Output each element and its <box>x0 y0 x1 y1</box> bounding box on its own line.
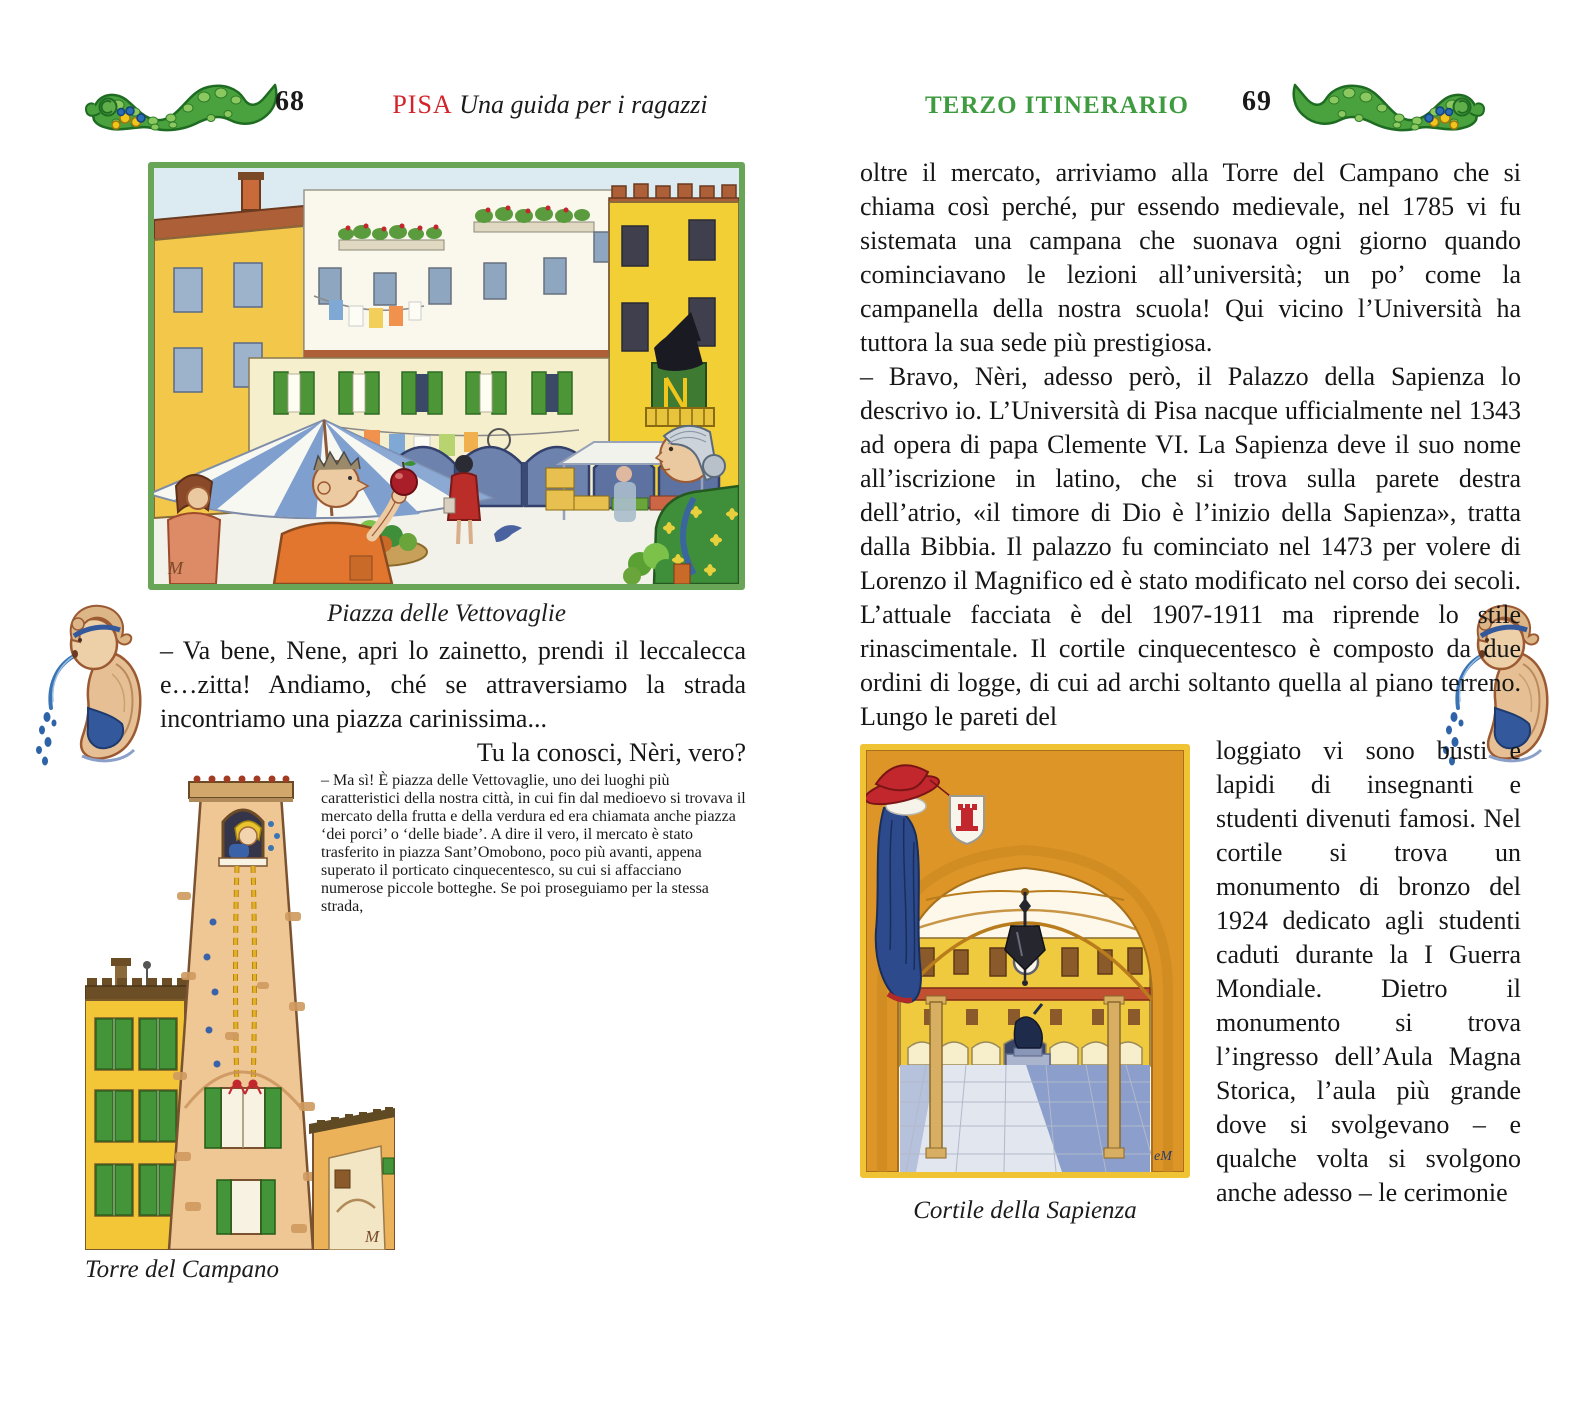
paragraph-sapienza-continuation <box>860 734 1521 1224</box>
paragraph-ma-si-block <box>85 772 746 1302</box>
paragraph-va-bene <box>160 634 746 770</box>
cortile-illustration <box>866 750 1184 1172</box>
illustrator-signature: M <box>168 558 183 578</box>
caption-cortile: Cortile della Sapienza <box>913 1197 1137 1224</box>
right-page-text-column <box>860 156 1521 1234</box>
figure-piazza-vettovaglie <box>148 162 745 590</box>
paragraph-ma-si: – Ma sì! È piazza delle Vettovaglie, uno dei luoghi più caratteristici della nostra città, in cui fin dal medioevo si trovava il mercato della frutta e della verdura ed era chiamata anche piazza ‘dei porci’ o ‘delle biade’. A dire il vero, il mercato è stato trasferito in piazza Sant’Omobono, poco più avanti, appena superato il porticato cinquecentesco, su cui si affacciano numerose piccole botteghe. Se poi proseguiamo per la stessa strada, <box>321 772 746 915</box>
page-number-right: 69 <box>1242 86 1272 117</box>
header-book-subtitle: Una guida per i ragazzi <box>459 90 708 119</box>
running-header-left <box>360 90 740 120</box>
paragraph-va-bene-text: – Va bene, Nene, apri lo zainetto, prendi il leccalecca e…zitta! Andiamo, ché se attraversiamo la strada incontriamo una piazza carinissima... <box>160 636 746 733</box>
page-69 <box>797 0 1594 1417</box>
fountain-putto-left-icon <box>30 590 155 770</box>
running-header-right: TERZO ITINERARIO <box>925 92 1189 119</box>
cortile-frame <box>860 744 1190 1178</box>
paragraph-sapienza: – Bravo, Nèri, adesso però, il Palazzo della Sapienza lo descrivo io. L’Università di Pisa nacque ufficialmente nel 1343 ad opera di papa Clemente VI. La Sapienza deve il suo nome all’iscrizione in latino, che si trova sulla parete destra dell’atrio, «il timore di Dio è l’inizio della Sapienza», tratta dalla Bibbia. Il palazzo fu cominciato nel 1473 per volere di Lorenzo il Magnifico ed è stato modificato nel corso dei secoli. L’attuale facciata è del 1907-1911 ma riprende lo stile rinascimentale. Il cortile cinquecentesco è composto da due ordini di logge, di cui ad archi soltanto quella al piano terreno. Lungo le pareti del <box>860 362 1521 731</box>
dragon-ornament-right-icon <box>1292 80 1492 138</box>
caption-torre: Torre del Campano <box>85 1256 280 1283</box>
paragraph-sapienza-cont-text: loggiato vi sono busti e lapidi di insegnanti e studenti divenuti famosi. Nel cortile si trova un monumento di bronzo del 1924 dedicato agli studenti caduti durante la I Guerra Mondiale. Dietro il monumento si trova l’ingresso dell’Aula Magna Storica, l’aula più grande dove si svolgevano – e qualche volta si svolgono anche adesso – le cerimonie <box>1216 736 1521 1207</box>
dragon-ornament-left-icon <box>78 80 278 138</box>
piazza-illustration <box>154 168 739 584</box>
paragraph-torre-campano: oltre il mercato, arriviamo alla Torre del Campano che si chiama così perché, pur essendo medievale, nel 1785 vi fu sistemata una campana che suonava ogni giorno quando cominciavano le lezioni all’università; un po’ come la campanella della nostra scuola! Qui vicino l’Università ha tuttora la sua sede più prestigiosa. <box>860 158 1521 357</box>
figure-cortile-sapienza <box>860 744 1190 1228</box>
paragraph-va-bene-last-line: Tu la conosci, Nèri, vero? <box>476 738 746 767</box>
page-number-left: 68 <box>275 86 305 117</box>
header-book-title: PISA <box>392 90 453 119</box>
illustrator-signature: eM <box>1154 1149 1172 1164</box>
illustrator-signature: M <box>365 1227 380 1246</box>
caption-piazza: Piazza delle Vettovaglie <box>327 600 566 627</box>
